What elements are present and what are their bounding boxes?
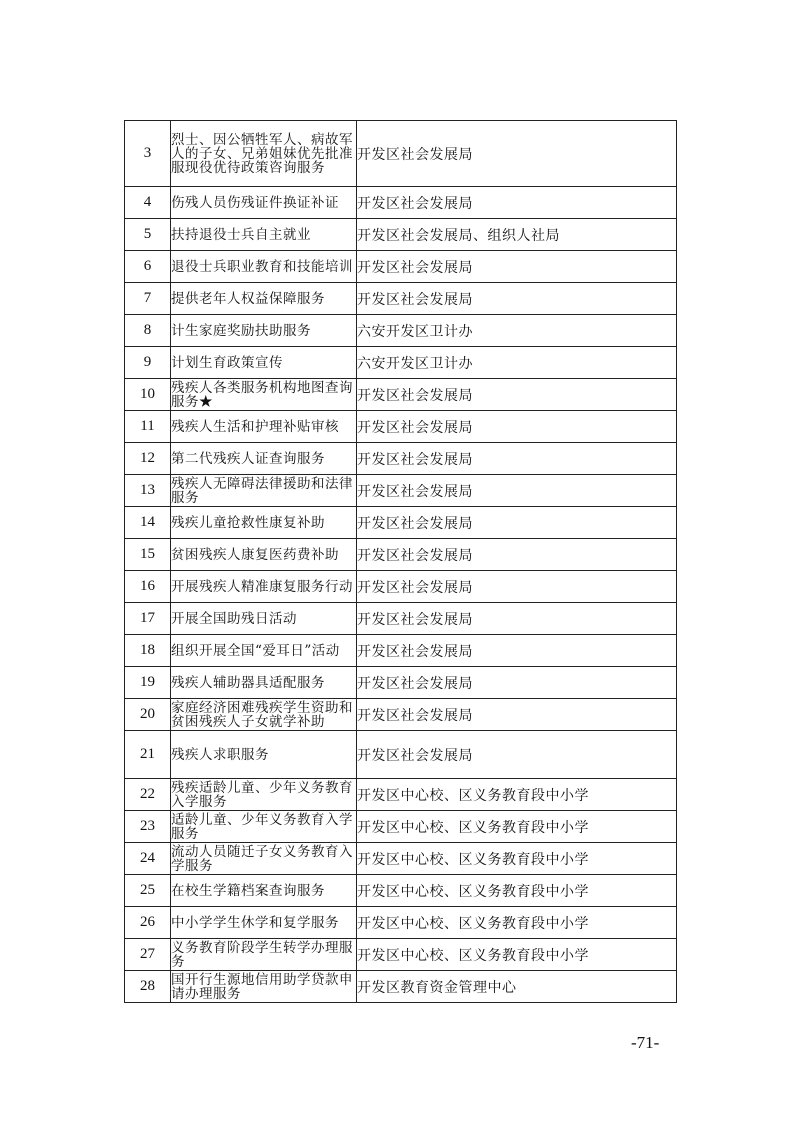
service-item: 退役士兵职业教育和技能培训 (171, 251, 357, 283)
row-number: 10 (125, 379, 171, 411)
responsible-department: 开发区社会发展局 (357, 283, 677, 315)
row-number: 3 (125, 121, 171, 187)
row-number: 15 (125, 539, 171, 571)
table-row (125, 699, 677, 731)
service-item: 国开行生源地信用助学贷款申请办理服务 (171, 971, 357, 1003)
service-item: 计划生育政策宣传 (171, 347, 357, 379)
row-number: 22 (125, 779, 171, 811)
row-number: 5 (125, 219, 171, 251)
service-item: 烈士、因公牺牲军人、病故军人的子女、兄弟姐妹优先批准服现役优待政策咨询服务 (171, 121, 357, 187)
row-number: 4 (125, 187, 171, 219)
responsible-department: 开发区中心校、区义务教育段中小学 (357, 779, 677, 811)
row-number: 13 (125, 475, 171, 507)
service-item: 开展全国助残日活动 (171, 603, 357, 635)
responsible-department: 开发区社会发展局 (357, 571, 677, 603)
service-item: 扶持退役士兵自主就业 (171, 219, 357, 251)
responsible-department: 开发区教育资金管理中心 (357, 971, 677, 1003)
service-table-body (125, 121, 677, 1003)
responsible-department: 开发区社会发展局 (357, 603, 677, 635)
table-row (125, 971, 677, 1003)
service-item: 家庭经济困难残疾学生资助和贫困残疾人子女就学补助 (171, 699, 357, 731)
responsible-department: 开发区社会发展局 (357, 121, 677, 187)
table-row (125, 121, 677, 187)
service-item: 中小学学生休学和复学服务 (171, 907, 357, 939)
row-number: 8 (125, 315, 171, 347)
table-row (125, 251, 677, 283)
row-number: 12 (125, 443, 171, 475)
row-number: 28 (125, 971, 171, 1003)
row-number: 26 (125, 907, 171, 939)
table-row (125, 539, 677, 571)
service-item: 残疾人求职服务 (171, 731, 357, 779)
table-row (125, 315, 677, 347)
table-row (125, 907, 677, 939)
table-row (125, 379, 677, 411)
responsible-department: 开发区中心校、区义务教育段中小学 (357, 843, 677, 875)
service-item: 残疾人辅助器具适配服务 (171, 667, 357, 699)
responsible-department: 开发区社会发展局 (357, 667, 677, 699)
row-number: 9 (125, 347, 171, 379)
service-item: 伤残人员伤残证件换证补证 (171, 187, 357, 219)
responsible-department: 开发区社会发展局 (357, 251, 677, 283)
row-number: 19 (125, 667, 171, 699)
table-row (125, 347, 677, 379)
table-row (125, 667, 677, 699)
row-number: 20 (125, 699, 171, 731)
row-number: 23 (125, 811, 171, 843)
service-item: 适龄儿童、少年义务教育入学服务 (171, 811, 357, 843)
row-number: 21 (125, 731, 171, 779)
service-item: 流动人员随迁子女义务教育入学服务 (171, 843, 357, 875)
row-number: 16 (125, 571, 171, 603)
table-row (125, 731, 677, 779)
responsible-department: 开发区社会发展局 (357, 507, 677, 539)
row-number: 24 (125, 843, 171, 875)
responsible-department: 开发区社会发展局 (357, 411, 677, 443)
responsible-department: 开发区社会发展局 (357, 187, 677, 219)
responsible-department: 六安开发区卫计办 (357, 347, 677, 379)
row-number: 7 (125, 283, 171, 315)
table-row (125, 475, 677, 507)
table-row (125, 219, 677, 251)
row-number: 27 (125, 939, 171, 971)
service-item: 第二代残疾人证查询服务 (171, 443, 357, 475)
responsible-department: 开发区中心校、区义务教育段中小学 (357, 939, 677, 971)
responsible-department: 六安开发区卫计办 (357, 315, 677, 347)
responsible-department: 开发区中心校、区义务教育段中小学 (357, 907, 677, 939)
row-number: 18 (125, 635, 171, 667)
table-row (125, 603, 677, 635)
table-row (125, 635, 677, 667)
table-row (125, 939, 677, 971)
service-item: 计生家庭奖励扶助服务 (171, 315, 357, 347)
table-row (125, 507, 677, 539)
service-item: 残疾人各类服务机构地图查询服务★ (171, 379, 357, 411)
responsible-department: 开发区社会发展局 (357, 635, 677, 667)
service-table (124, 120, 677, 1003)
table-row (125, 875, 677, 907)
service-item: 义务教育阶段学生转学办理服务 (171, 939, 357, 971)
service-item: 组织开展全国“爱耳日”活动 (171, 635, 357, 667)
responsible-department: 开发区社会发展局、组织人社局 (357, 219, 677, 251)
responsible-department: 开发区社会发展局 (357, 731, 677, 779)
responsible-department: 开发区社会发展局 (357, 699, 677, 731)
responsible-department: 开发区中心校、区义务教育段中小学 (357, 875, 677, 907)
responsible-department: 开发区社会发展局 (357, 443, 677, 475)
service-item: 贫困残疾人康复医药费补助 (171, 539, 357, 571)
service-item: 开展残疾人精准康复服务行动 (171, 571, 357, 603)
table-row (125, 843, 677, 875)
row-number: 17 (125, 603, 171, 635)
responsible-department: 开发区社会发展局 (357, 475, 677, 507)
responsible-department: 开发区中心校、区义务教育段中小学 (357, 811, 677, 843)
service-item: 残疾人无障碍法律援助和法律服务 (171, 475, 357, 507)
service-item: 残疾人生活和护理补贴审核 (171, 411, 357, 443)
responsible-department: 开发区社会发展局 (357, 539, 677, 571)
service-item: 残疾适龄儿童、少年义务教育入学服务 (171, 779, 357, 811)
row-number: 14 (125, 507, 171, 539)
table-row (125, 283, 677, 315)
table-row (125, 443, 677, 475)
table-row (125, 571, 677, 603)
page-number: -71- (631, 1033, 660, 1052)
table-row (125, 811, 677, 843)
responsible-department: 开发区社会发展局 (357, 379, 677, 411)
table-row (125, 779, 677, 811)
table-row (125, 411, 677, 443)
service-item: 残疾儿童抢救性康复补助 (171, 507, 357, 539)
table-row (125, 187, 677, 219)
row-number: 11 (125, 411, 171, 443)
row-number: 25 (125, 875, 171, 907)
row-number: 6 (125, 251, 171, 283)
service-item: 在校生学籍档案查询服务 (171, 875, 357, 907)
service-item: 提供老年人权益保障服务 (171, 283, 357, 315)
